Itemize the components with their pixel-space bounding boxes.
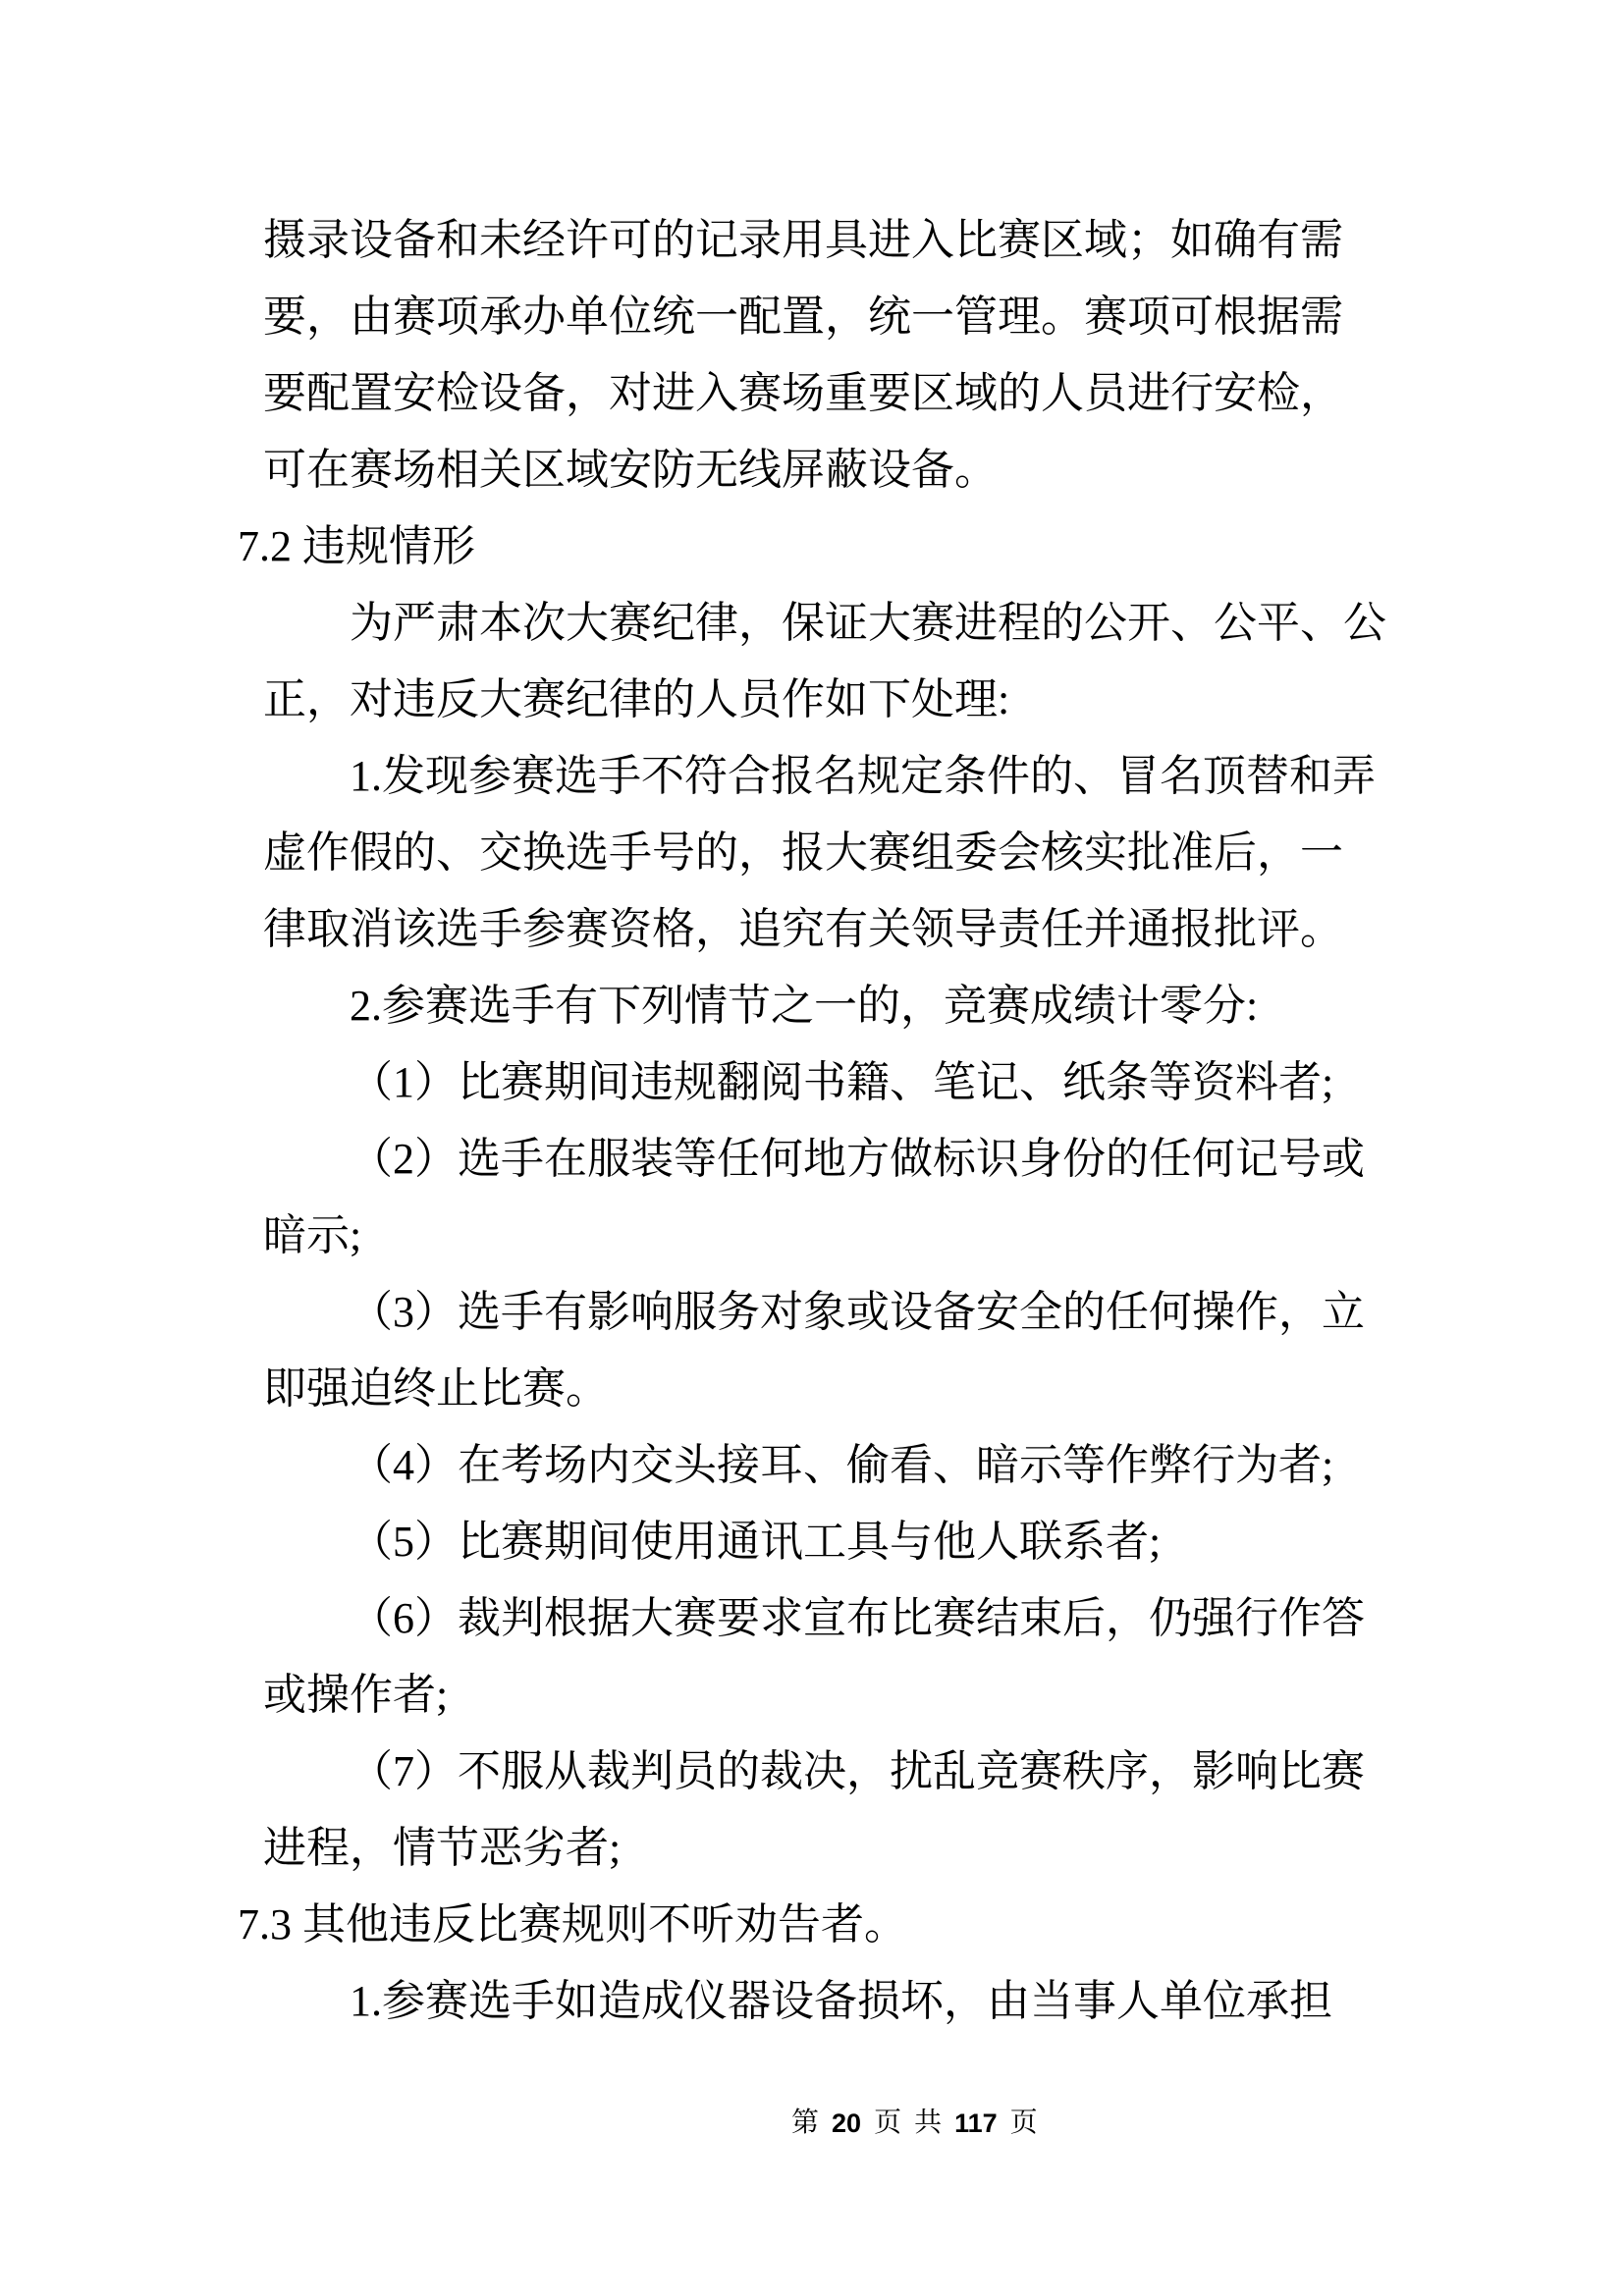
heading-7-2: 7.2 违规情形: [238, 522, 475, 570]
text-line: 进程，情节恶劣者;: [263, 1824, 622, 1872]
list-item-1b: 1.参赛选手如造成仪器设备损坏，由当事人单位承担: [350, 1977, 1332, 2025]
sub-item-2: （2）选手在服装等任何地方做标识身份的任何记号或: [350, 1135, 1365, 1183]
page-number: 20: [832, 2109, 862, 2138]
sub-item-1: （1）比赛期间违规翻阅书籍、笔记、纸条等资料者;: [350, 1058, 1334, 1106]
text-line: 律取消该选手参赛资格，追究有关领导责任并通报批评。: [263, 905, 1343, 953]
sub-item-7: （7）不服从裁判员的裁决，扰乱竞赛秩序，影响比赛: [350, 1747, 1365, 1795]
text-line: 要，由赛项承办单位统一配置，统一管理。赛项可根据需: [263, 293, 1343, 341]
total-pages: 117: [954, 2109, 998, 2138]
page-footer: [791, 2104, 1038, 2143]
sub-item-3: （3）选手有影响服务对象或设备安全的任何操作，立: [350, 1288, 1365, 1336]
text-line: 暗示;: [263, 1211, 362, 1259]
text-line: 即强迫终止比赛。: [263, 1364, 609, 1413]
text-line: 或操作者;: [263, 1671, 449, 1719]
text-line: 要配置安检设备，对进入赛场重要区域的人员进行安检，: [263, 369, 1343, 417]
list-item-2: 2.参赛选手有下列情节之一的，竞赛成绩计零分:: [350, 982, 1259, 1030]
text-line: 虚作假的、交换选手号的，报大赛组委会核实批准后，一: [263, 828, 1343, 877]
text-line: 正，对违反大赛纪律的人员作如下处理:: [263, 675, 1010, 723]
paragraph-start: 为严肃本次大赛纪律，保证大赛进程的公开、公平、公: [350, 599, 1386, 647]
footer-label-ye2: 页: [1009, 2108, 1038, 2138]
sub-item-6: （6）裁判根据大赛要求宣布比赛结束后，仍强行作答: [350, 1594, 1365, 1642]
footer-label-ye: 页: [874, 2108, 902, 2138]
footer-label-gong: 共: [914, 2108, 943, 2138]
sub-item-5: （5）比赛期间使用通讯工具与他人联系者;: [350, 1518, 1162, 1566]
footer-label-di: 第: [791, 2108, 820, 2138]
text-line: 摄录设备和未经许可的记录用具进入比赛区域；如确有需: [263, 216, 1343, 264]
document-body: [238, 202, 1386, 2040]
sub-item-4: （4）在考场内交头接耳、偷看、暗示等作弊行为者;: [350, 1441, 1334, 1489]
heading-7-3: 7.3 其他违反比赛规则不听劝告者。: [238, 1900, 907, 1949]
list-item-1: 1.发现参赛选手不符合报名规定条件的、冒名顶替和弄: [350, 752, 1376, 800]
text-line: 可在赛场相关区域安防无线屏蔽设备。: [263, 446, 998, 494]
